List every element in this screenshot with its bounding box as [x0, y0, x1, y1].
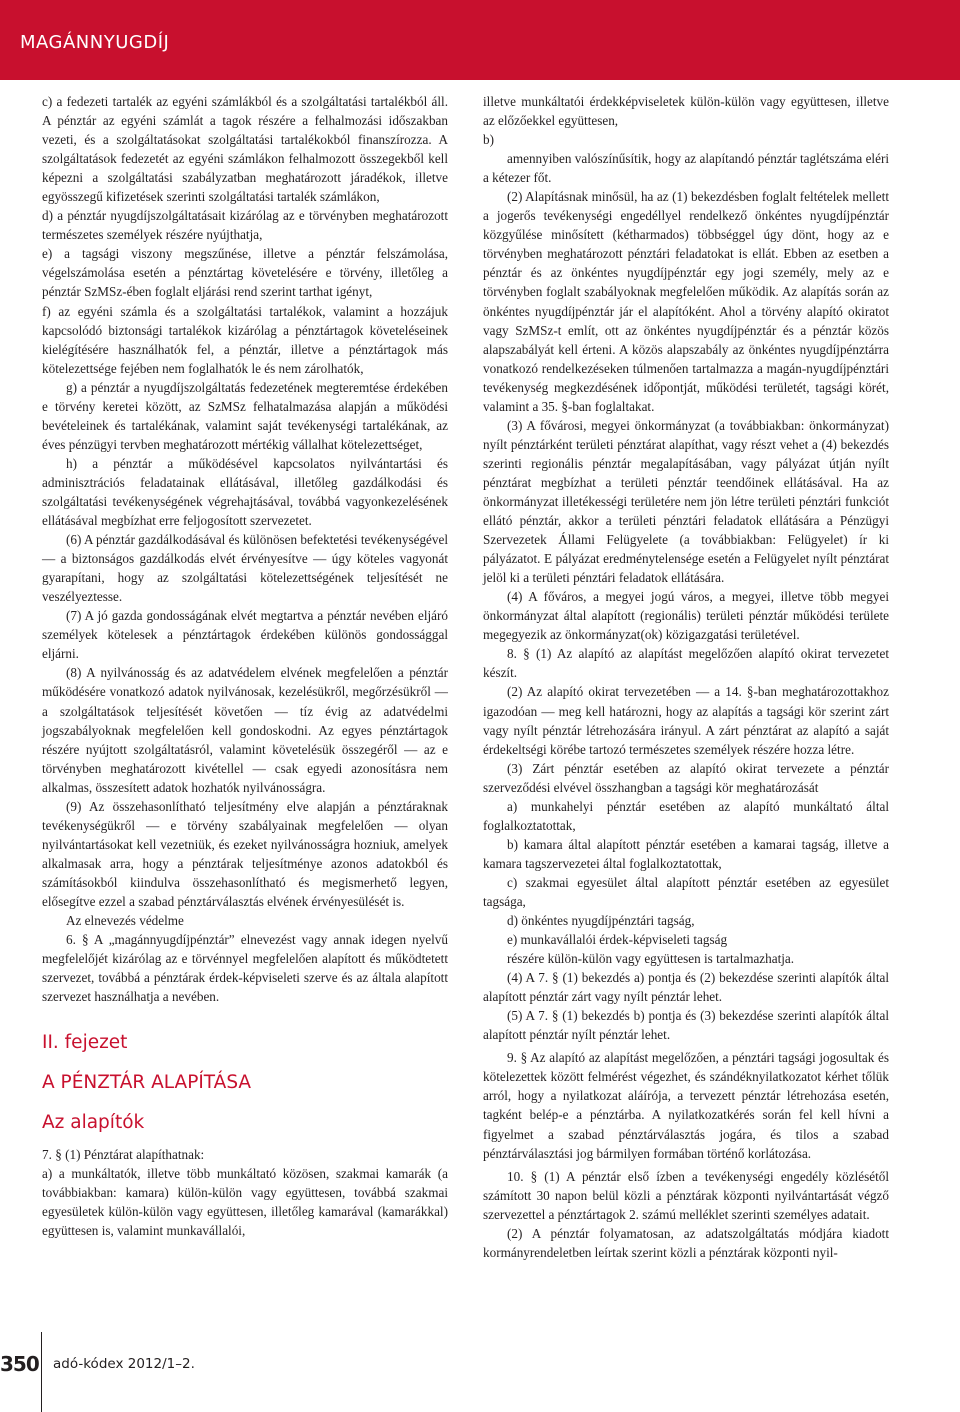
- paragraph: amennyiben valószínűsítik, hogy az alapítandó pénztár taglétszáma eléri a kétezer főt.: [483, 151, 889, 186]
- paragraph: h) a pénztár a működésével kapcsolatos nyilvántartási és adminisztrációs feladatainak ellátásával, illetőleg gazdálkodási és szolgáltatási tevékenységének végrehajtásával, továbbá vagyonkezelésének ellátásával megbízhat erre feljogosított szervezetet.: [42, 455, 448, 529]
- paragraph: (4) A 7. § (1) bekezdés a) pontja és (2) bekezdése szerinti alapítók által alapított pénztár zárt vagy nyílt pénztár lehet.: [483, 970, 889, 1005]
- paragraph: 8. § (1) Az alapító az alapítást megelőzően alapító okirat tervezetet készít.: [483, 646, 889, 681]
- paragraph: e) munkavállalói érdek-képviseleti tagság: [507, 932, 728, 948]
- subheading: Az alapítók: [42, 1112, 145, 1134]
- chapter-number: II. fejezet: [42, 1032, 128, 1054]
- paragraph: (7) A jó gazda gondosságának elvét megtartva a pénztár nevében eljáró személyek kötelesek a pénztártagok érdekében különös gondossággal eljárni.: [42, 608, 448, 662]
- paragraph: 6. § A „magánnyugdíjpénztár” elnevezést vagy annak idegen nyelvű megfelelőjét kizárólag az e törvénnyel megfelelően alapított és működtetett szervezet, továbbá a pénztárak érdek-képviseleti szerve és az általa alapított szervezet használhatja a nevében.: [42, 932, 448, 1005]
- footer-divider: [41, 1332, 42, 1412]
- paragraph: (2) Alapításnak minősül, ha az (1) bekezdésben foglalt feltételek mellett a jogerős tevékenységi engedéllyel rendelkező önkéntes nyugdíjpénztár közgyűlése minősített (kétharmados) többséggel úgy dönt, hogy az e törvényben meghatározott pénztári feladatokat is ellát. Ebben az esetben a pénztár és az önkéntes nyugdíjpénztár egy jogi személy, mely az e törvényben foglalt szabályoknak megfelelően működik. Az alapítás során az önkéntes nyugdíjpénztár jár el alapítóként. Ahol a törvény alapító okiratot vagy SzMSz-t említ, ott az önkéntes nyugdíjpénztár és a pénztár közös alapszabályát kell érteni. A közös alapszabály az önkéntes nyugdíjpénztárra vonatkozó rendelkezéseken túlmenően tartalmazza a magán-nyugdíjpénztári tevékenység megkezdésének időpontját, működési területét, tagsági körét, valamint a 35. §-ban foglaltakat.: [483, 189, 889, 414]
- left-column: [42, 92, 448, 1240]
- paragraph: 9. § Az alapító az alapítást megelőzően, a pénztári tagsági jogosultak és kötelezettek között felmérést végezhet, és szándéknyilatkozatot kérhet tőlük arról, hogy a nyilatkozat aláírója, a tervezett pénztár létrehozása esetén, tagként belép-e a pénztárba. A nyilatkozatkérés során fel kell hívni a figyelmet a szabad pénztárválasztás jogára, és tilos a szabad pénztárválasztási jog bármilyen formában történő korlátozása.: [483, 1050, 889, 1161]
- paragraph: a) a munkáltatók, illetve több munkáltató közösen, szakmai kamarák (a továbbiakban: kamara) külön-külön vagy együttesen, továbbá szakmai egyesületek külön-külön vagy együttesen, illetőleg kamarával (kamarákkal) együttesen is, valamint munkavállalói,: [42, 1166, 448, 1239]
- paragraph: g) a pénztár a nyugdíjszolgáltatás fedezetének megteremtése érdekében e törvény keretei között, az SzMSz felhatalmazása alapján a működési bevételeinek és tartalékának, valamint saját tevékenységi tartalékának, az éves pénzügyi tervben meghatározott mértékig vállalhat kötelezettséget,: [42, 379, 448, 452]
- paragraph: c) szakmai egyesület által alapított pénztár esetében az egyesület tagsága,: [483, 874, 889, 909]
- paragraph: (3) A fővárosi, megyei önkormányzat (a továbbiakban: önkormányzat) nyílt pénztárként területi pénztárat alapíthat, vagy részt vehet a (4) bekezdés szerinti regionális pénztár megalapításában, vagy pályázat útján nyílt pénztárat megbízhat a területi pénztár teendőinek ellátásával. Ha az önkormányzat illetékességi területére nem jön létre területi pénztári funkciót ellátó pénztár, akkor a területi pénztári feladatok ellátására a Pénzügyi Szervezetek Állami Felügyelete (a továbbiakban: Felügyelet) ír ki pályázatot. E pályázat eredménytelensége esetén a Felügyelet nyílt pénztárat jelöl ki a területi pénztári feladatok ellátására.: [483, 417, 889, 586]
- paragraph: (4) A főváros, a megyei jogú város, a megyei, illetve több megyei önkormányzat által alapított (regionális) területi pénztár működési területe megegyezik az önkormányzat(ok) közigazgatási területével.: [483, 589, 889, 643]
- page-number: 350: [0, 1352, 39, 1376]
- paragraph: a) munkahelyi pénztár esetében az alapító munkáltató által foglalkoztatottak,: [483, 798, 889, 833]
- paragraph: (6) A pénztár gazdálkodásával és különösen befektetési tevékenységével — a biztonságos gazdálkodás elvét érvényesítve — úgy köteles vagyonát gyarapítani, hogy az szolgáltatási kötelezettségének teljesítését ne veszélyeztesse.: [42, 532, 448, 605]
- paragraph: b): [483, 132, 494, 148]
- paragraph: (2) A pénztár folyamatosan, az adatszolgáltatás módjára kiadott kormányrendeletben leírtak szerint közli a pénztárak központi nyil-: [483, 1225, 889, 1260]
- paragraph: (5) A 7. § (1) bekezdés b) pontja és (3) bekezdése szerinti alapítók által alapított pénztár nyílt pénztár lehet.: [483, 1008, 889, 1043]
- paragraph: 7. § (1) Pénztárat alapíthatnak:: [42, 1147, 205, 1163]
- paragraph: c) a fedezeti tartalék az egyéni számlákból és a szolgáltatási tartalékból áll. A pénztár az egyéni számlát a tagok részére a felhalmozási időszakban vezeti, és a szolgáltatásokat szolgáltatási tartalékokból finanszírozza. A szolgáltatások fedezetét az egyéni számlákon felhalmozott összegekből kell képezni a szolgáltatási szabályzatban meghatározott járadékok, illetve egyösszegű kifizetések szerinti szolgáltatási tartalék számlákon,: [42, 94, 448, 205]
- paragraph: d) önkéntes nyugdíjpénztári tagság,: [507, 913, 695, 929]
- header-bar: [0, 0, 960, 80]
- paragraph: részére külön-külön vagy együttesen is tartalmazhatja.: [507, 951, 795, 967]
- paragraph: e) a tagsági viszony megszűnése, illetve a pénztár felszámolása, végelszámolása esetén a pénztártag követelésére e törvény, illetőleg a pénztár SzMSz-ében foglalt eljárási rend szerint tarthat igényt,: [42, 246, 448, 300]
- section-title: MAGÁNNYUGDÍJ: [20, 32, 170, 53]
- chapter-title: A PÉNZTÁR ALAPÍTÁSA: [42, 1072, 252, 1094]
- paragraph: (8) A nyilvánosság és az adatvédelem elvének megfelelően a pénztár működésére vonatkozó adatok nyilvánosak, kezelésükről, megőrzésükről — a szolgáltatások teljesítését követően — tíz évig az adatvédelmi jogszabályoknak megfelelően kell gondoskodni. Az egyes pénztártagok részére nyújtott szolgáltatásról, valamint követelésük összegéről — az e törvényben meghatározott kivétellel — csak egyedi azonosításra nem alkalmas, összesített adatok hozhatók nyilvánosságra.: [42, 665, 448, 795]
- right-column: [483, 92, 889, 1262]
- paragraph: b) kamara által alapított pénztár esetében a kamarai tagság, illetve a kamara tagszervezetei által foglalkoztatottak,: [483, 836, 889, 871]
- paragraph: d) a pénztár nyugdíjszolgáltatásait kizárólag az e törvényben meghatározott természetes személyek részére nyújthatja,: [42, 208, 448, 243]
- section-heading: Az elnevezés védelme: [66, 913, 184, 929]
- paragraph: illetve munkáltatói érdekképviseletek külön-külön vagy együttesen, illetve az előzőekkel együttesen,: [483, 94, 889, 129]
- journal-name: adó-kódex 2012/1–2.: [53, 1356, 195, 1372]
- paragraph: 10. § (1) A pénztár első ízben a tevékenységi engedély közlésétől számított 30 napon belül közli a pénztárak központi nyilvántartását végző szervezettel a pénztártagok 2. számú melléklet szerinti személyes adatait.: [483, 1168, 889, 1222]
- paragraph: (2) Az alapító okirat tervezetében — a 14. §-ban meghatározottakhoz igazodóan — meg kell határozni, hogy az alapítás a tagsági kör szerint zárt vagy nyílt pénztár létrehozására irányul. A zárt pénztárat az alapító a saját érdekeltségi körébe tartozó természetes személyek részére hozza létre.: [483, 684, 889, 757]
- paragraph: f) az egyéni számla és a szolgáltatási tartalékok, valamint a hozzájuk kapcsolódó biztonsági tartalékok kizárólag a pénztártagok követeléseinek kielégítésére használhatók fel, a pénztár, illetve a pénztártagok más kötelezettsége fejében nem foglalhatók le és nem zárolhatók,: [42, 303, 448, 376]
- paragraph: (9) Az összehasonlítható teljesítmény elve alapján a pénztáraknak tevékenységükről — e törvény szabályainak megfelelően — olyan nyilvántartásokat kell vezetniük, és ezeket nyilvánosságra hozniuk, amelyek alkalmasak arra, hogy a pénztárak teljesítménye azonos adatokból és számításokból kiindulva összehasonlítható és megismerhető legyen, elősegítve ezzel a szabad pénztárválasztás elvének érvényesülését is.: [42, 798, 448, 909]
- paragraph: (3) Zárt pénztár esetében az alapító okirat tervezete a pénztár szerveződési elvével összhangban a tagsági kör meghatározását: [483, 760, 889, 795]
